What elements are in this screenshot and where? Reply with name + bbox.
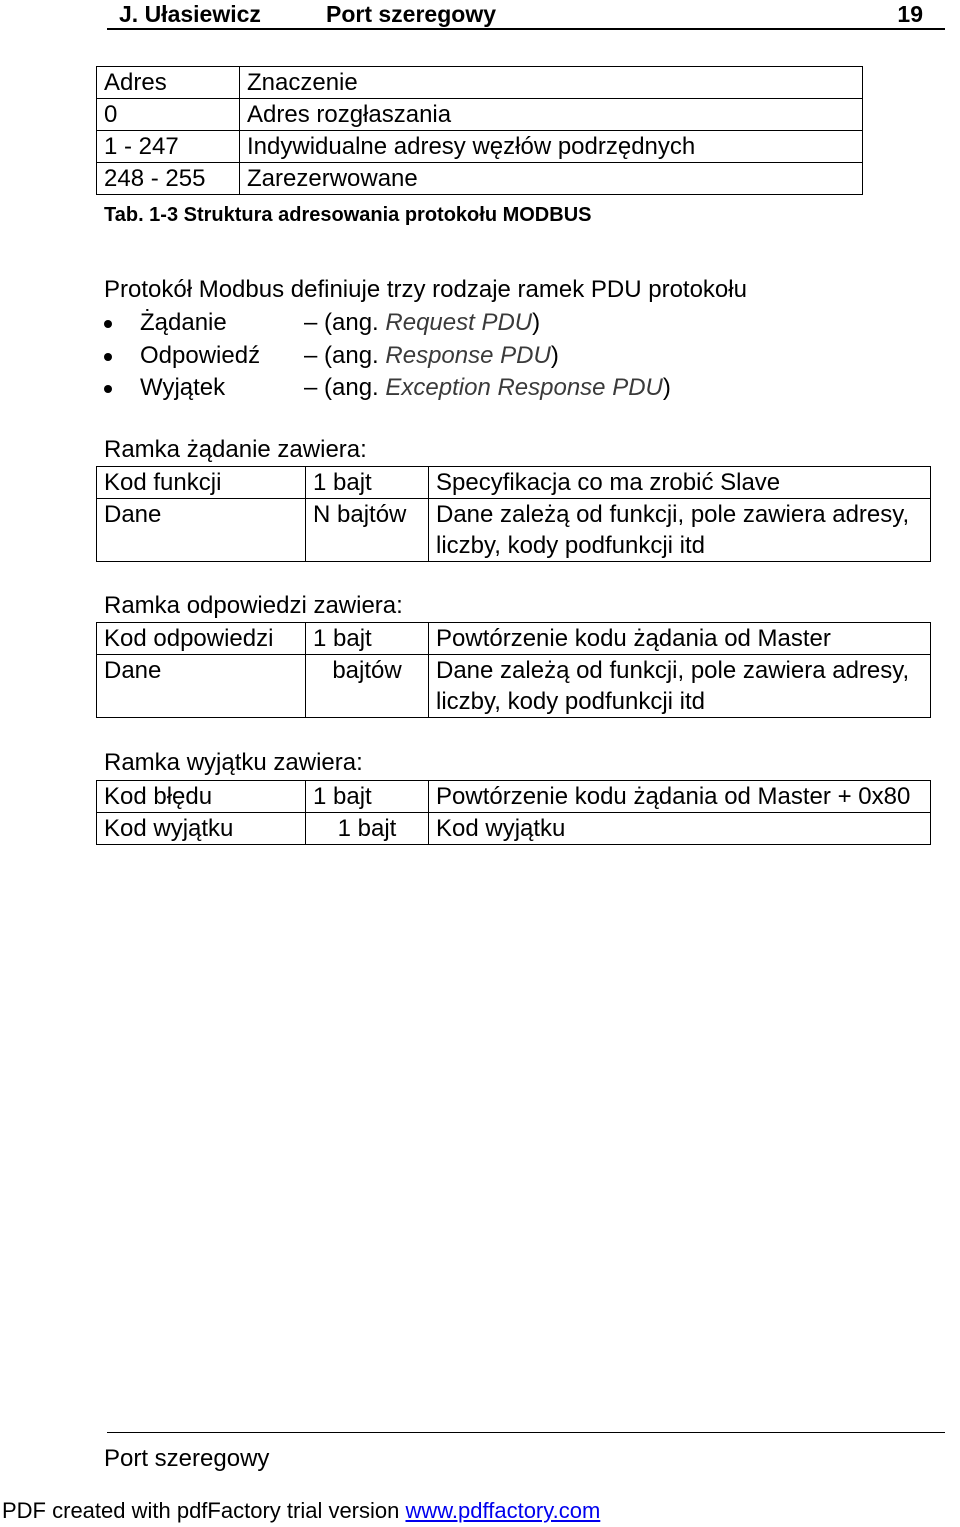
table-row (97, 163, 863, 195)
table-cell: 1 bajt (306, 623, 429, 655)
table-cell: Dane zależą od funkcji, pole zawiera adresy, liczby, kody podfunkcji itd (429, 499, 931, 562)
table-cell: 1 - 247 (97, 131, 240, 163)
table-cell: Kod błędu (97, 781, 306, 813)
table-header-row (97, 67, 863, 99)
table-cell: Zarezerwowane (240, 163, 863, 195)
exception-frame-label: Ramka wyjątku zawiera: (104, 749, 363, 776)
pdu-type-english: – (ang. Request PDU) (304, 309, 541, 336)
pdu-type-english: – (ang. Exception Response PDU) (304, 374, 671, 401)
bullet-icon (104, 385, 112, 393)
table-cell: 1 bajt (306, 781, 429, 813)
intro-paragraph: Protokół Modbus definiuje trzy rodzaje ramek PDU protokołu (104, 276, 747, 303)
bullet-icon (104, 353, 112, 361)
table-cell: 1 bajt (306, 813, 429, 845)
request-frame-label: Ramka żądanie zawiera: (104, 436, 367, 463)
table-cell: Dane (97, 499, 306, 562)
column-header: Adres (97, 67, 240, 99)
address-table (96, 66, 863, 195)
table-cell: Kod funkcji (97, 467, 306, 499)
table-cell: Adres rozgłaszania (240, 99, 863, 131)
exception-frame-table (96, 780, 931, 845)
response-frame-label: Ramka odpowiedzi zawiera: (104, 592, 403, 619)
table-row (97, 781, 931, 813)
table-cell: Kod wyjątku (97, 813, 306, 845)
page-header (107, 0, 945, 30)
table-cell: 248 - 255 (97, 163, 240, 195)
bullet-icon (104, 320, 112, 328)
table-row (97, 813, 931, 845)
footer-text: Port szeregowy (104, 1445, 270, 1472)
table-row (97, 623, 931, 655)
pdf-creator-text: PDF created with pdfFactory trial version (2, 1498, 406, 1523)
pdu-type-label: Wyjątek (140, 374, 226, 401)
table-cell: Dane (97, 655, 306, 718)
column-header: Znaczenie (240, 67, 863, 99)
pdf-creator-note (2, 1498, 600, 1524)
table-cell: N bajtów (306, 499, 429, 562)
response-frame-table (96, 622, 931, 718)
table-cell: Specyfikacja co ma zrobić Slave (429, 467, 931, 499)
pdffactory-link[interactable]: www.pdffactory.com (405, 1498, 601, 1523)
header-page-number: 19 (897, 1, 923, 27)
table-row (97, 99, 863, 131)
footer-divider (107, 1432, 945, 1433)
table-cell: Powtórzenie kodu żądania od Master (429, 623, 931, 655)
table-row (97, 131, 863, 163)
table-row (97, 655, 931, 718)
pdu-type-label: Żądanie (140, 309, 227, 336)
header-title: Port szeregowy (326, 1, 496, 27)
table-cell: 0 (97, 99, 240, 131)
header-author: J. Ułasiewicz (119, 1, 261, 27)
table-caption: Tab. 1-3 Struktura adresowania protokołu MODBUS (104, 204, 592, 226)
pdu-type-label: Odpowiedź (140, 341, 261, 369)
table-row (97, 467, 931, 499)
table-cell: 1 bajt (306, 467, 429, 499)
table-cell: Powtórzenie kodu żądania od Master + 0x80 (429, 781, 931, 813)
table-cell: Indywidualne adresy węzłów podrzędnych (240, 131, 863, 163)
pdu-type-english: – (ang. Response PDU) (304, 341, 559, 369)
table-cell: Dane zależą od funkcji, pole zawiera adresy, liczby, kody podfunkcji itd (429, 655, 931, 718)
table-cell: Kod odpowiedzi (97, 623, 306, 655)
table-row (97, 499, 931, 562)
table-cell: Kod wyjątku (429, 813, 931, 845)
table-cell: bajtów (306, 655, 429, 718)
request-frame-table (96, 466, 931, 562)
